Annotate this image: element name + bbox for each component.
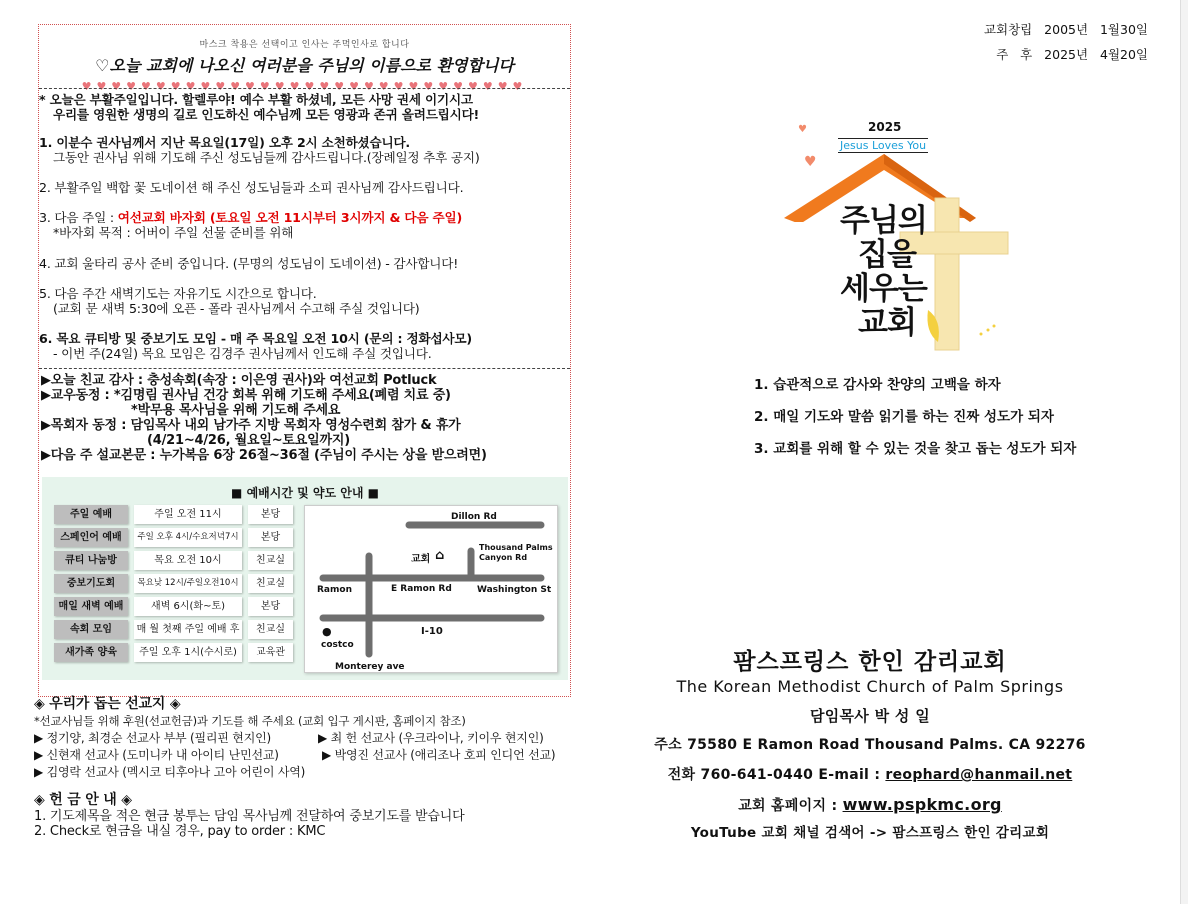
vertical-scrollbar[interactable] — [1180, 0, 1188, 904]
bazaar-notice: 여선교회 바자회 (토요일 오전 11시부터 3시까지 & 다음 주일) — [117, 210, 463, 225]
senior-pastor: 담임목사 박 성 일 — [809, 707, 931, 725]
youtube-channel: YouTube 교회 채널 검색어 -> 팜스프링스 한인 감리교회 — [690, 825, 1050, 841]
mask-notice: 마스크 착용은 선택이고 인사는 주먹인사로 합니다 — [199, 40, 410, 50]
welcome-text: ♡오늘 교회에 나오신 여러분을 주님의 이름으로 환영합니다 — [95, 56, 514, 75]
announcement-item-1: 1. 이분수 권사님께서 지난 목요일(17일) 오후 2시 소천하셨습니다. 그동안 권사님 위해 기도해 주신 성도님들께 감사드립니다.(장례일정 추후 공지) — [39, 135, 480, 165]
offering-heading: ◈ 헌 금 안 내 ◈ — [34, 792, 132, 808]
missions-section: ◈ 우리가 돕는 선교지 ◈ *선교사님들 위해 후원(선교헌금)과 기도를 해 주세요 (교회 입구 게시판, 홈페이지 참조) ▶ 정기양, 최경순 선교사 부부 (필리핀 현지인) ▶ 최 헌 선교사 (우크라이나, 키이우 현지인) ▶ 신현재 선교사 (도미니카 내 아이티 난민선교) ▶ 박영진 선교사 (애리조나 호피 인디언 선교) ▶ 김영락 선교사 (멕시코 티후아나 고아 어린이 사역) — [34, 696, 556, 779]
schedule-title: ■ 예배시간 및 약도 안내 ■ — [231, 486, 379, 500]
welcome-banner — [39, 25, 570, 93]
announcement-item-3: 3. 다음 주일 : 여선교회 바자회 (토요일 오전 11시부터 3시까지 & 다음 주일) *바자회 목적 : 어버이 주일 선물 준비를 위해 — [39, 210, 463, 240]
offering-section: ◈ 헌 금 안 내 ◈ 1. 기도제목을 적은 현금 봉투는 담임 목사님께 전달하여 중보기도를 받습니다 2. Check로 현금을 내실 경우, pay to order : KMC — [34, 792, 465, 839]
homepage-link[interactable]: www.pspkmc.org — [842, 795, 1002, 814]
highlight-pastor-dates: (4/21~4/26, 월요일~토요일까지) — [147, 433, 350, 448]
map-label-washington: Washington St — [477, 585, 552, 595]
highlight-members: ▶교우동정 : *김명림 권사님 건강 회복 위해 기도해 주세요(폐렴 치료 중) — [41, 388, 451, 403]
church-address: 주소 75580 E Ramon Road Thousand Palms. CA 92276 — [654, 737, 1086, 753]
email-link[interactable]: reophard@hanmail.net — [885, 767, 1073, 783]
announcement-box — [38, 24, 571, 697]
announcement-item-6: 6. 목요 큐티방 및 중보기도 모임 - 매 주 목요일 오전 10시 (문의 : 정화섭사모) - 이번 주(24일) 목요 모임은 김경주 권사님께서 인도해 주실 것입니다. — [39, 331, 472, 361]
highlight-pastor: ▶목회자 동정 : 담임목사 내외 남가주 지방 목회자 영성수련회 참가 & 휴가 — [41, 418, 461, 433]
logo-word-3: 세우는 — [840, 271, 927, 307]
logo-word-4: 교회 — [858, 305, 916, 341]
announcement-item-5: 5. 다음 주간 새벽기도는 자유기도 시간으로 합니다. (교회 문 새벽 5:30에 오픈 - 폴라 권사님께서 수고해 주실 것입니다) — [39, 286, 420, 316]
founding-date: 교회창립 2005년 1월30일 — [983, 22, 1148, 37]
church-homepage: 교회 홈페이지 : www.pspkmc.org — [738, 795, 1002, 814]
highlight-members-2: *박무용 목사님을 위해 기도해 주세요 — [131, 403, 341, 418]
highlight-sermon: ▶다음 주 설교본문 : 누가복음 6장 26절~36절 (주님이 주시는 상을 받으려면) — [41, 448, 487, 463]
divider — [39, 368, 570, 369]
logo-tagline: Jesus Loves You — [840, 139, 927, 152]
announcement-item-2: 2. 부활주일 백합 꽃 도네이션 해 주신 성도님들과 소피 권사님께 감사드립니다. — [39, 180, 464, 195]
announcement-intro: * 오늘은 부활주일입니다. 할렐루야! 예수 부활 하셨네, 모든 사망 권세 이기시고 우리를 영원한 생명의 길로 인도하신 예수님께 모든 영광과 존귀 올려드립시다! — [39, 92, 480, 122]
map-label-costco: costco — [321, 640, 354, 650]
map-label-church: 교회 — [411, 554, 431, 565]
church-goal-1: 1. 습관적으로 감사와 찬양의 고백을 하자 — [754, 377, 1001, 393]
church-name-korean: 팜스프링스 한인 감리교회 — [733, 649, 1007, 675]
map-label-canyon-rd: Canyon Rd — [479, 553, 528, 562]
church-logo — [780, 120, 1010, 355]
logo-word-2: 집을 — [858, 237, 916, 273]
church-name-english: The Korean Methodist Church of Palm Springs — [676, 677, 1064, 696]
highlight-fellowship: ▶오늘 친교 감사 : 충성속회(속장 : 이은영 권사)와 여선교회 Potluck — [41, 373, 437, 388]
logo-year: 2025 — [868, 120, 902, 134]
map-label-ramon: Ramon — [317, 585, 352, 595]
directions-map — [304, 505, 558, 673]
logo-word-1: 주님의 — [840, 203, 927, 239]
hearts-decoration: ♥♥♥♥♥♥♥♥♥♥♥♥♥♥♥♥♥♥♥♥♥♥♥♥♥♥♥♥♥♥ — [81, 80, 528, 93]
service-date: 주 후 2025년 4월20일 — [996, 47, 1148, 62]
heart-icon: ♥ — [804, 154, 817, 170]
heart-icon: ♥ — [798, 124, 807, 135]
map-label-thousand-palms: Thousand Palms — [479, 543, 553, 552]
church-goal-3: 3. 교회를 위해 할 수 있는 것을 찾고 돕는 성도가 되자 — [754, 441, 1077, 457]
church-goal-2: 2. 매일 기도와 말씀 읽기를 하는 진짜 성도가 되자 — [754, 409, 1054, 425]
map-label-e-ramon: E Ramon Rd — [391, 584, 452, 594]
map-label-i10: I-10 — [421, 626, 443, 637]
map-label-monterey: Monterey ave — [335, 662, 405, 672]
missions-heading: ◈ 우리가 돕는 선교지 ◈ — [34, 696, 181, 712]
map-label-dillon: Dillon Rd — [451, 512, 497, 522]
schedule-panel: ■ 예배시간 및 약도 안내 ■ 주일 예배 주일 오전 11시 본당 스페인어 예배 주일 오후 4시/수요저녁7시 본당 큐티 나눔방 목요 오전 10시 친교실 중보기도회 목요낮 12시/주일오전10시 친교실 매일 새벽 예배 새벽 6시(화~토) 본당 속회 모임 매 월 첫째 주일 예배 후 친교실 새가족 양육 주일 오후 1시(수시로) 교육관 Dillon Rd 교회 ⌂ Thousand Palms Canyon Rd Ramon E Ramon Rd Washington St I-10 ● costco Monterey ave — [42, 477, 568, 680]
divider — [39, 88, 570, 89]
church-contact: 전화 760-641-0440 E-mail : reophard@hanmail.net — [667, 767, 1073, 783]
costco-marker-icon: ● — [322, 625, 332, 638]
church-icon: ⌂ — [435, 548, 445, 563]
announcement-item-4: 4. 교회 울타리 공사 준비 중입니다. (무명의 성도님이 도네이션) - 감사합니다! — [39, 256, 459, 271]
